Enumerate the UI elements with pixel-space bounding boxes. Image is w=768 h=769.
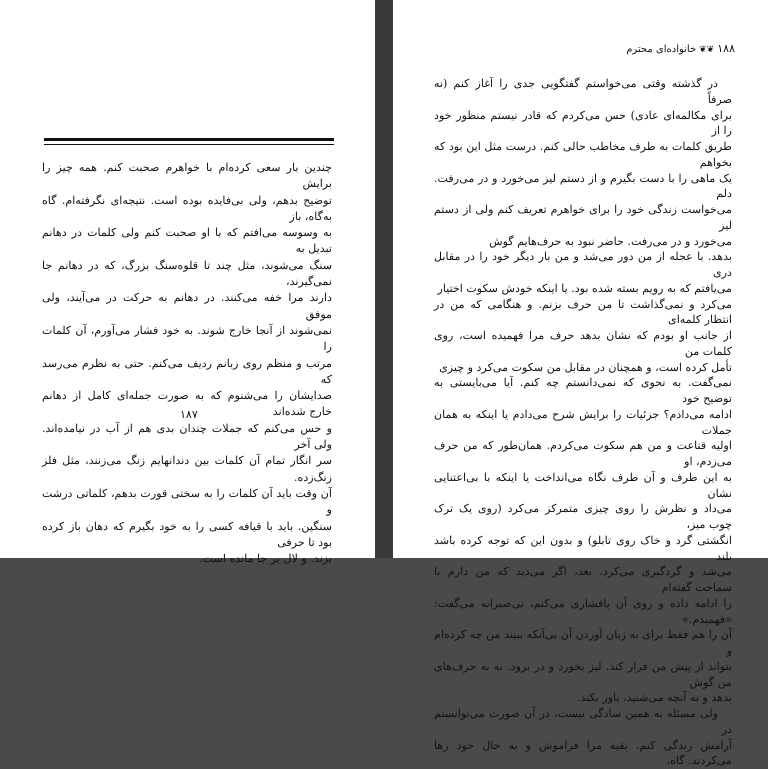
text-line: بزند. و لال بر جا مانده است. xyxy=(42,551,332,567)
text-line: می‌شد و گردگیری می‌کرد. بعد، اگر می‌دید که من دارم با سماجت گفته‌ام xyxy=(434,564,732,596)
header-page-number: ۱۸۸ xyxy=(717,42,735,55)
text-line: به وسوسه می‌افتم که با او صحبت کنم ولی کلمات در دهانم تبدیل به xyxy=(42,225,332,258)
text-line: چندین بار سعی کرده‌ام با خواهرم صحبت کنم. همه چیز را برایش xyxy=(42,160,332,193)
text-line: آن وقت باید آن کلمات را به سختی قورت بدهم، کلماتی درشت و xyxy=(42,486,332,519)
text-line: و حس می‌کنم که جملات چندان بدی هم از آب در نیامده‌اند. ولی آخر xyxy=(42,421,332,454)
text-line: نمی‌گفت. به نحوی که نمی‌دانستم چه کنم. آیا می‌بایستی به توضیح خود xyxy=(434,375,732,407)
text-line: سنگین. باید با قیافه‌ کسی را به خود بگیرم که دهان باز کرده بود تا حرفی xyxy=(42,519,332,552)
text-line: را ادامه داده و روی آن پافشاری می‌کنم، بی‌صبرانه می‌گفت: «فهمیدم.» xyxy=(434,596,732,628)
text-line: می‌خواست زندگی خود را برای خواهرم تعریف کنم ولی از دستم لیز xyxy=(434,202,732,234)
text-line: انگشتی گرد و خاک روی تابلو) و بدون این که توجه کرده باشد بلند xyxy=(434,533,732,565)
text-line: می‌داد و نظرش را روی چیزی متمرکز می‌کرد (روی یک ترک چوب میز، xyxy=(434,501,732,533)
text-line: سنگ می‌شوند، مثل چند تا قلوه‌سنگ بزرگ، که در دهانم جا نمی‌گیرند، xyxy=(42,258,332,291)
text-line: تأمل کرده است، و همچنان در مقابل من سکوت می‌کرد و چیزی xyxy=(434,360,732,376)
text-line: آن را هم فقط برای به زبان آوردن آن بی‌آنکه ببیند من چه کرده‌ام و xyxy=(434,627,732,659)
ornament-icon: ❦❦ xyxy=(696,45,717,55)
text-line: به این طرف و آن طرف نگاه می‌انداخت یا اینکه با بی‌اعتنایی نشان xyxy=(434,470,732,502)
text-line: برای مکالمه‌ای عادی) حس می‌کردم که قادر نیستم منظور خود را از xyxy=(434,108,732,140)
chapter-rule-thin xyxy=(44,144,334,145)
text-line: می‌یافتم که به رویم بسته شده بود. یا اینکه خودش سکوت اختیار xyxy=(434,281,732,297)
text-line: بدهد. با عجله از من دور می‌شد و من بار دیگر خود را در مقابل دری xyxy=(434,249,732,281)
text-line: می‌خورد و در می‌رفت. حاضر نبود به حرف‌هایم گوش xyxy=(434,234,732,250)
text-line: سر انگار تمام آن کلمات بین دندانهایم زنگ می‌زنند، مثل فلز زنگ‌زده. xyxy=(42,453,332,486)
chapter-rule-thick xyxy=(44,138,334,141)
book-gutter xyxy=(375,0,393,558)
text-line: آرامش زندگی کنم. بقیه مرا فراموش و به حال خود رها می‌کردند. گاه، xyxy=(434,738,732,769)
left-page-number: ۱۸۷ xyxy=(180,408,198,421)
text-line: مرتب و منظم روی زبانم ردیف می‌کنم. حتی به نظرم می‌رسد که xyxy=(42,356,332,389)
text-line: ادامه می‌دادم؟ جزئیات را برایش شرح می‌دادم یا اینکه به همان جملات xyxy=(434,407,732,439)
text-line: صدایشان را می‌شنوم که به صورت جمله‌ای کامل از دهانم خارج شده‌اند xyxy=(42,388,332,421)
text-line: دارند مرا خفه می‌کنند. در دهانم به حرکت در می‌آیند، ولی موفق xyxy=(42,290,332,323)
text-line: ولی مسئله به همین سادگی نیست، در آن صورت می‌توانستم در xyxy=(434,706,732,738)
text-line: از جانب او بودم که نشان بدهد حرف مرا فهمیده است، روی کلمات من xyxy=(434,328,732,360)
text-line: بدهد و نه آنچه می‌شنید، باور بکند. xyxy=(434,690,732,706)
text-line: یک ماهی را با دست بگیرم و از دستم لیز می‌خورد و در می‌رفت. دلم xyxy=(434,171,732,203)
text-line: طریق کلمات به طرف مخاطب حالی کنم. درست مثل این بود که بخواهم xyxy=(434,139,732,171)
text-line: اولیه قناعت و من هم سکوت می‌کردم. همان‌طور که من حرف می‌زدم، او xyxy=(434,438,732,470)
text-line: می‌کرد و نمی‌گذاشت تا من حرف بزنم. و هنگامی که من در انتظار کلمه‌ای xyxy=(434,297,732,329)
right-page-text xyxy=(434,76,732,769)
text-line: نمی‌شوند از آنجا خارج شوند. به خود فشار می‌آورم، آن کلمات را xyxy=(42,323,332,356)
text-line: بتواند از پیش من فرار کند. لیز بخورد و در برود. نه به حرف‌های من گوش xyxy=(434,659,732,691)
text-line: در گذشته وقتی می‌خواستم گفتگویی جدی را آغاز کنم (نه صرفاً xyxy=(434,76,732,108)
text-line: توضیح بدهم، ولی بی‌فایده بوده است. نتیجه‌ای نگرفته‌ام. گاه به‌گاه، باز xyxy=(42,193,332,226)
running-header xyxy=(625,42,735,55)
left-page-text xyxy=(42,160,332,567)
header-title: خانواده‌ای محترم xyxy=(626,44,696,55)
